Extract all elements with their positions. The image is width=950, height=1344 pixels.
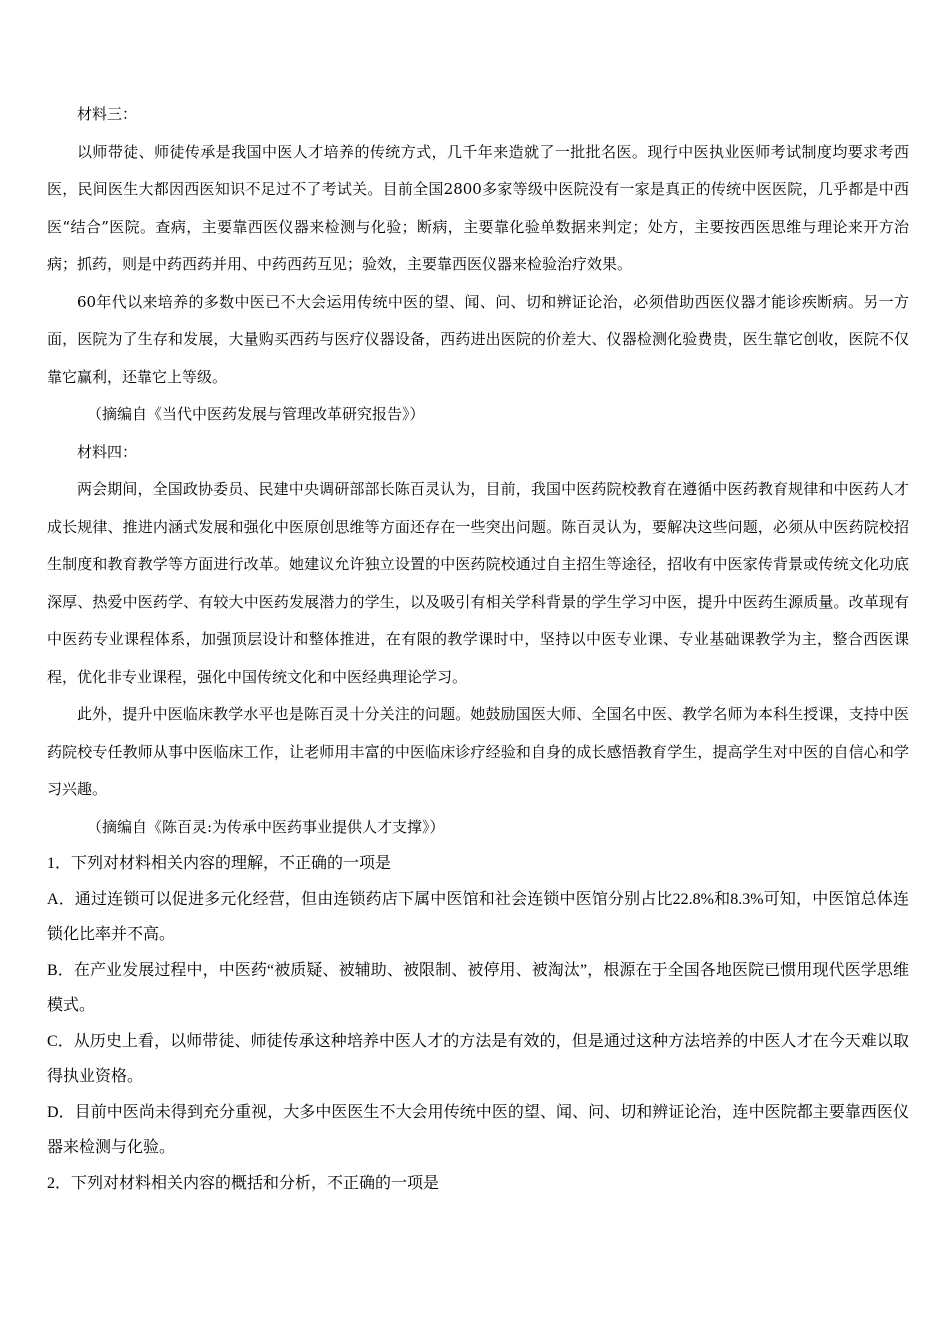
material-four-source: （摘编自《陈百灵:为传承中医药事业提供人才支撑》） xyxy=(87,817,445,836)
material-three-source: （摘编自《当代中医药发展与管理改革研究报告》） xyxy=(87,405,425,423)
question-one-option-d: D．目前中医尚未得到充分重视，大多中医医生不大会用传统中医的望、闻、问、切和辨证论治，连中医院都主要靠西医仪器来检测与化验。 xyxy=(47,1103,909,1156)
question-one-option-c: C．从历史上看，以师带徒、师徒传承这种培养中医人才的方法是有效的，但是通过这种方法培养的中医人才在今天难以取得执业资格。 xyxy=(47,1032,909,1085)
material-three-paragraph: 以师带徒、师徒传承是我国中医人才培养的传统方式，几千年来造就了一批批名医。现行中医执业医师考试制度均要求考西医，民间医生大都因西医知识不足过不了考试关。目前全国2800多家等级中医院没有一家是真正的传统中医医院，几乎都是中西医“结合”医院。查病，主要靠西医仪器来检测与化验；断病，主要靠化验单数据来判定；处方，主要按西医思维与理论来开方治病；抓药，则是中药西药并用、中药西药互见；验效，主要靠西医仪器来检验治疗效果。 xyxy=(47,142,909,273)
document-body xyxy=(47,96,909,1201)
material-three xyxy=(47,96,909,434)
question-two xyxy=(47,1166,909,1202)
material-four-heading: 材料四： xyxy=(77,442,138,461)
question-one-stem: 1．下列对材料相关内容的理解，不正确的一项是 xyxy=(47,855,392,872)
material-three-heading: 材料三： xyxy=(77,105,138,123)
material-three-paragraph: 60年代以来培养的多数中医已不大会运用传统中医的望、闻、问、切和辨证论治，必须借助西医仪器才能诊疾断病。另一方面，医院为了生存和发展，大量购买西药与医疗仪器设备，西药进出医院的价差大、仪器检测化验费贵，医生靠它创收，医院不仅靠它赢利，还靠它上等级。 xyxy=(47,292,909,386)
material-four-paragraph: 此外，提升中医临床教学水平也是陈百灵十分关注的问题。她鼓励国医大师、全国名中医、教学名师为本科生授课，支持中医药院校专任教师从事中医临床工作，让老师用丰富的中医临床诊疗经验和自身的成长感悟教育学生，提高学生对中医的自信心和学习兴趣。 xyxy=(47,705,909,798)
material-four xyxy=(47,434,909,847)
material-four-paragraph: 两会期间，全国政协委员、民建中央调研部部长陈百灵认为，目前，我国中医药院校教育在遵循中医药教育规律和中医药人才成长规律、推进内涵式发展和强化中医原创思维等方面还存在一些突出问题。陈百灵认为，要解决这些问题，必须从中医药院校招生制度和教育教学等方面进行改革。她建议允许独立设置的中医药院校通过自主招生等途径，招收有中医家传背景或传统文化功底深厚、热爱中医药学、有较大中医药发展潜力的学生，以及吸引有相关学科背景的学生学习中医，提升中医药生源质量。改革现有中医药专业课程体系，加强顶层设计和整体推进，在有限的教学课时中，坚持以中医专业课、专业基础课教学为主，整合西医课程，优化非专业课程，强化中国传统文化和中医经典理论学习。 xyxy=(47,480,909,686)
question-one-option-b: B．在产业发展过程中，中医药“被质疑、被辅助、被限制、被停用、被淘汰”，根源在于全国各地医院已惯用现代医学思维模式。 xyxy=(47,961,909,1014)
question-one xyxy=(47,846,909,1166)
question-two-stem: 2．下列对材料相关内容的概括和分析，不正确的一项是 xyxy=(47,1174,440,1192)
question-one-option-a: A．通过连锁可以促进多元化经营，但由连锁药店下属中医馆和社会连锁中医馆分别占比22.8%和8.3%可知，中医馆总体连锁化比率并不高。 xyxy=(47,890,909,943)
